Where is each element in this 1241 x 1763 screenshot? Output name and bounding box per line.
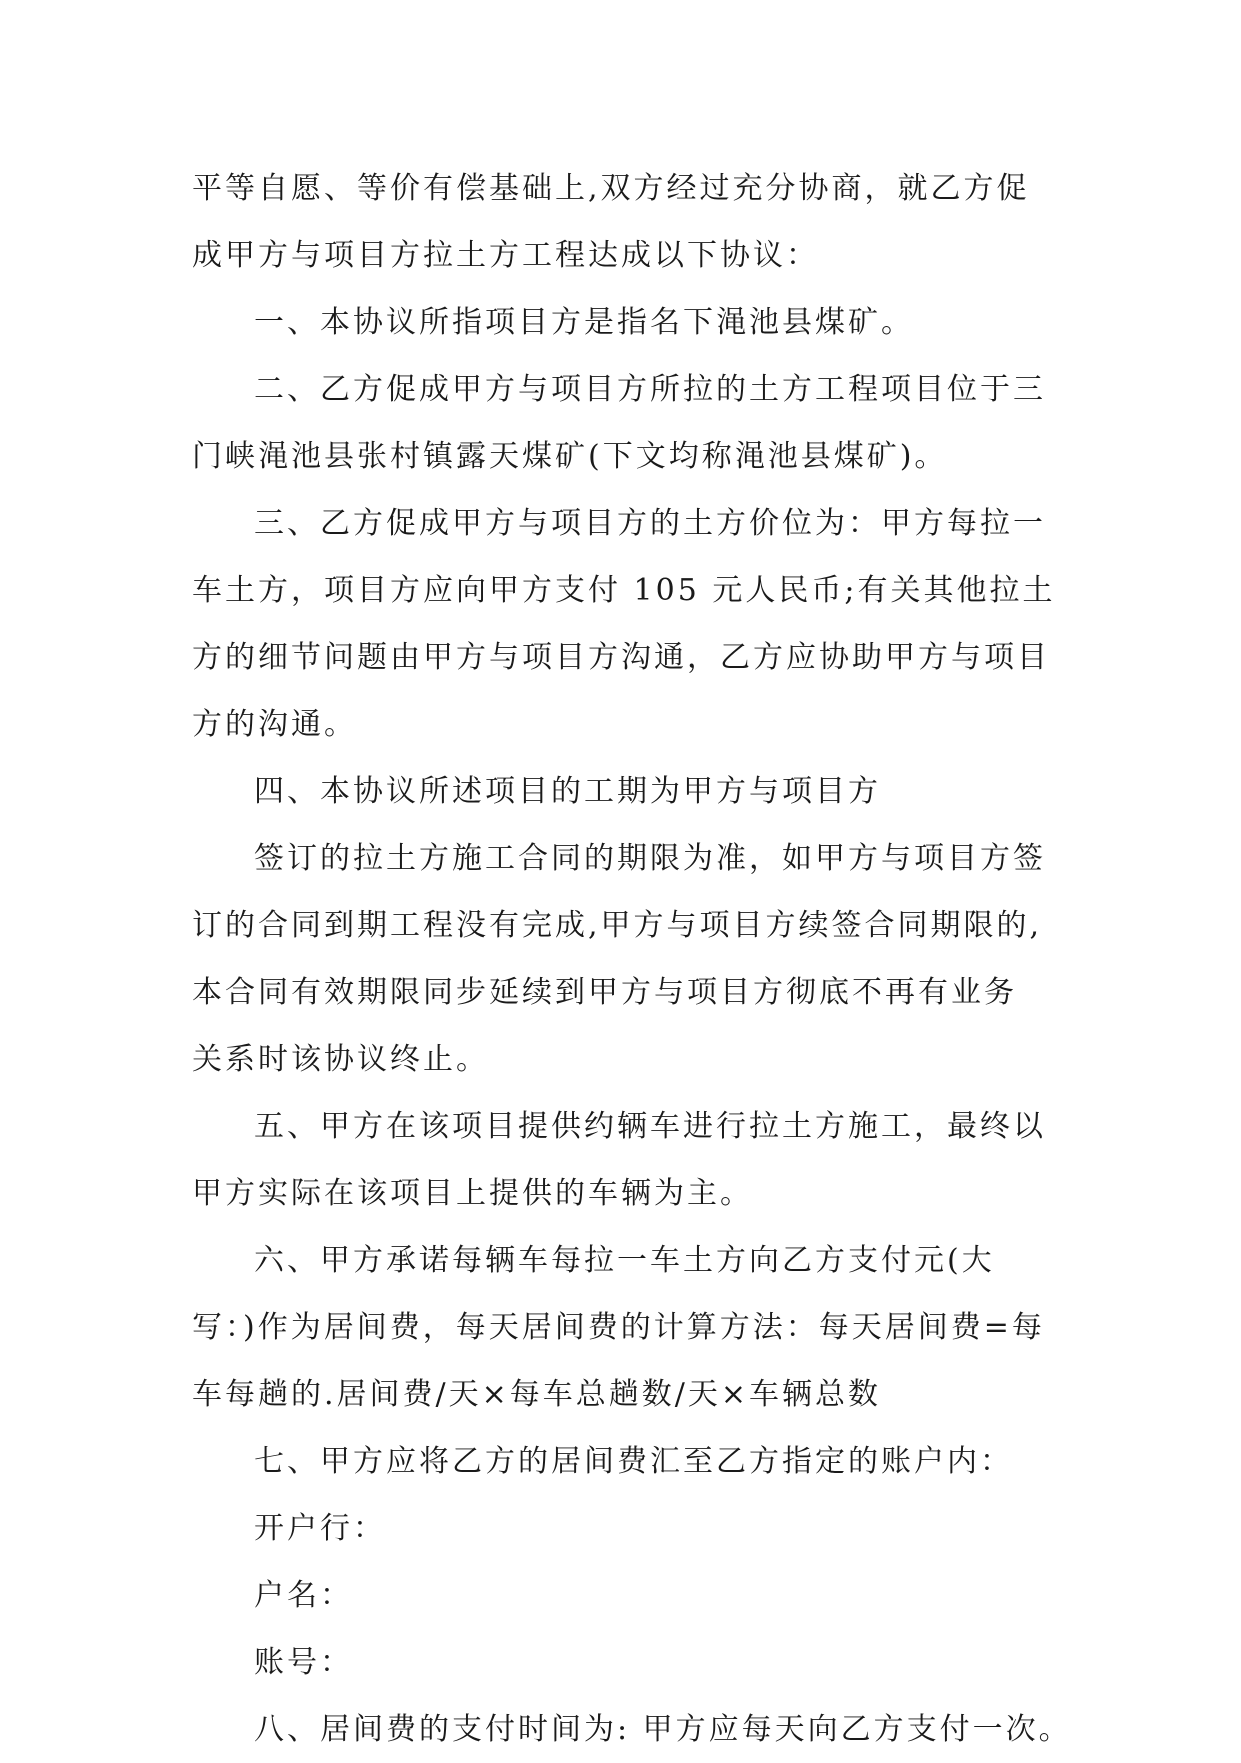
text-line: 成甲方与项目方拉土方工程达成以下协议： [192, 238, 819, 273]
clause-3: 三、乙方促成甲方与项目方的土方价位为：甲方每拉一 [254, 506, 1046, 541]
account-name-label: 户名： [254, 1578, 353, 1613]
text-line: 关系时该协议终止。 [192, 1042, 489, 1077]
clause-5: 五、甲方在该项目提供约辆车进行拉土方施工，最终以 [254, 1109, 1046, 1144]
text-line: 平等自愿、等价有偿基础上,双方经过充分协商，就乙方促 [192, 171, 1030, 206]
text-line: 门峡渑池县张村镇露天煤矿(下文均称渑池县煤矿)。 [192, 439, 948, 474]
text-line: 写：)作为居间费，每天居间费的计算方法：每天居间费=每 [192, 1310, 1045, 1345]
text-line: 方的沟通。 [192, 707, 357, 742]
clause-8: 八、居间费的支付时间为: 甲方应每天向乙方支付一次。 [254, 1712, 1072, 1747]
text-line: 订的合同到期工程没有完成,甲方与项目方续签合同期限的, [192, 908, 1043, 943]
text-line: 甲方实际在该项目上提供的车辆为主。 [192, 1176, 753, 1211]
account-number-label: 账号： [254, 1645, 353, 1680]
clause-2: 二、乙方促成甲方与项目方所拉的土方工程项目位于三 [254, 372, 1046, 407]
text-line: 签订的拉土方施工合同的期限为准，如甲方与项目方签 [254, 841, 1046, 876]
document-body [192, 155, 1072, 1763]
bank-name-label: 开户行： [254, 1511, 386, 1546]
clause-1: 一、本协议所指项目方是指名下渑池县煤矿。 [254, 305, 914, 340]
clause-6: 六、甲方承诺每辆车每拉一车土方向乙方支付元(大 [254, 1243, 995, 1278]
text-line: 方的细节问题由甲方与项目方沟通，乙方应协助甲方与项目 [192, 640, 1050, 675]
text-line: 车土方，项目方应向甲方支付 105 元人民币;有关其他拉土 [192, 573, 1056, 608]
text-line: 车每趟的.居间费/天×每车总趟数/天×车辆总数 [192, 1377, 882, 1412]
clause-4: 四、本协议所述项目的工期为甲方与项目方 [254, 774, 881, 809]
text-line: 本合同有效期限同步延续到甲方与项目方彻底不再有业务 [192, 975, 1017, 1010]
clause-7: 七、甲方应将乙方的居间费汇至乙方指定的账户内： [254, 1444, 1013, 1479]
